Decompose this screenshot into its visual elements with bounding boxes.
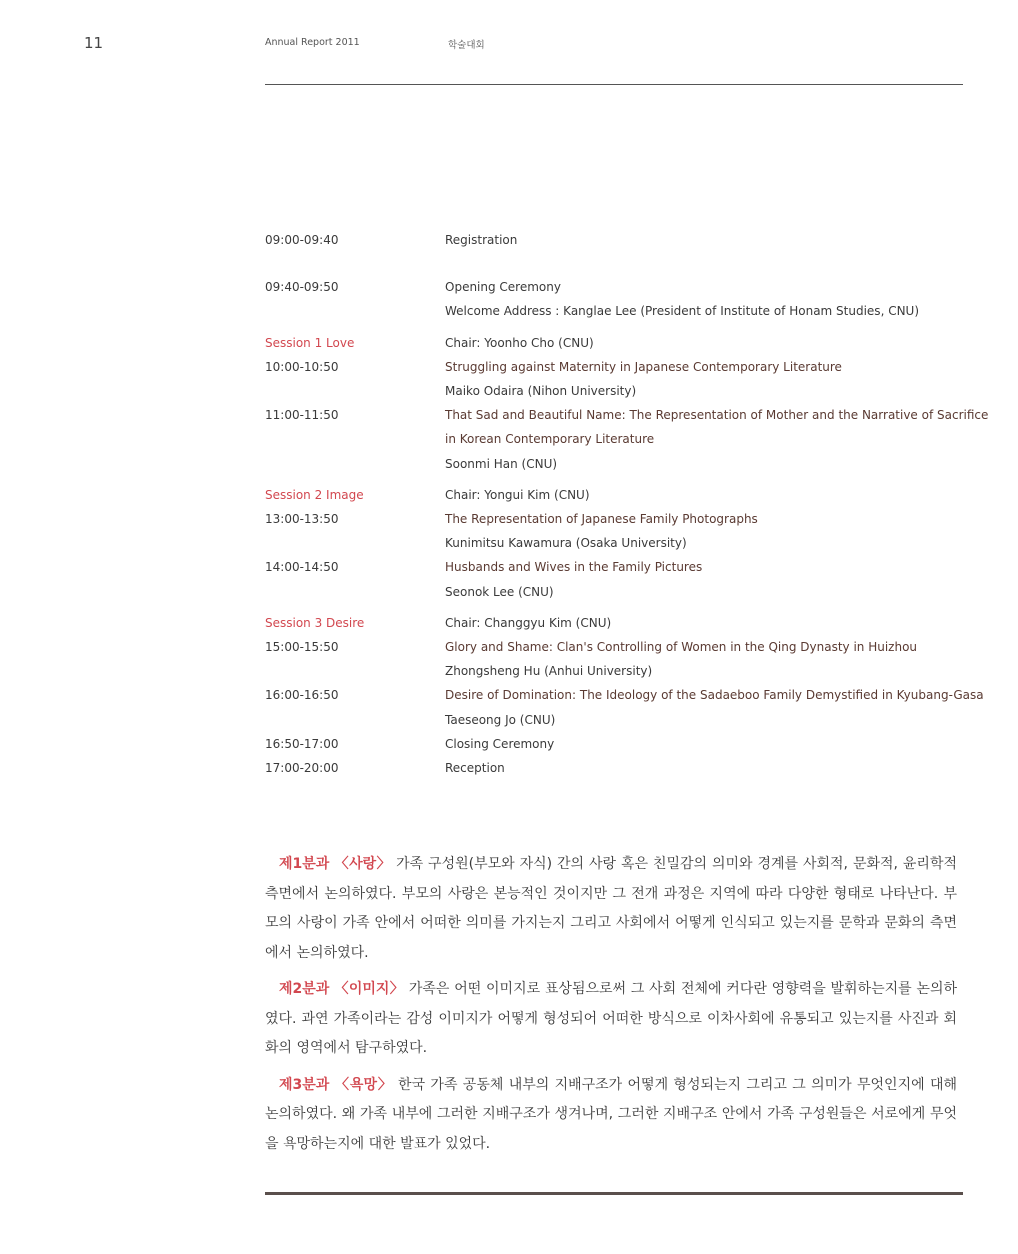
schedule-row: [265, 555, 963, 579]
header-divider: [265, 84, 963, 85]
program-schedule: [265, 228, 989, 780]
schedule-row: [265, 531, 963, 555]
paper-title-continued: in Korean Contemporary Literature: [445, 432, 655, 447]
presenter: Kunimitsu Kawamura (Osaka University): [445, 536, 687, 551]
schedule-row: [265, 732, 963, 756]
session-row: [265, 483, 963, 507]
session-label: Session 1 Love: [265, 335, 355, 350]
paper-title: Glory and Shame: Clan's Controlling of Women in the Qing Dynasty in Huizhou: [445, 640, 918, 655]
session-row: [265, 331, 963, 355]
schedule-row: [265, 427, 963, 451]
schedule-time: [265, 379, 445, 403]
schedule-desc: Reception: [445, 761, 505, 776]
page-number: 11: [84, 34, 104, 52]
schedule-desc: Welcome Address : Kanglae Lee (President of Institute of Honam Studies, CNU): [445, 304, 920, 319]
schedule-row: [265, 355, 963, 379]
schedule-time: [265, 299, 445, 323]
summary-text: 가족은 어떤 이미지로 표상됨으로써 그 사회 전체에 커다란 영향력을 발휘하는지를 논의하였다. 과연 가족이라는 감성 이미지가 어떻게 형성되어 어떠한 방식으로 이차사회에 유통되고 있는지를 사진과 회화의 영역에서 탐구하였다.: [265, 981, 958, 1056]
footer-divider: [265, 1192, 963, 1195]
schedule-row: [265, 683, 984, 707]
schedule-row: [265, 635, 963, 659]
session-row: [265, 611, 963, 635]
schedule-time: [265, 531, 445, 555]
schedule-time: 09:00-09:40: [265, 233, 339, 247]
schedule-time: [265, 580, 445, 604]
schedule-time: 16:50-17:00: [265, 736, 339, 751]
schedule-time: 10:00-10:50: [265, 359, 339, 374]
schedule-row: [265, 299, 963, 323]
schedule-time: 09:40-09:50: [265, 280, 339, 295]
schedule-row: [265, 228, 963, 252]
paper-title: Desire of Domination: The Ideology of the Sadaeboo Family Demystified in Kyubang-Gasa: [445, 688, 984, 703]
presenter: Taeseong Jo (CNU): [445, 712, 556, 727]
schedule-desc: Opening Ceremony: [445, 280, 561, 295]
presenter: Seonok Lee (CNU): [445, 584, 554, 599]
schedule-row: [265, 403, 989, 427]
schedule-time: [265, 427, 445, 451]
schedule-time: [265, 452, 445, 476]
schedule-time: [265, 708, 445, 732]
summary-text: 가족 구성원(부모와 자식) 간의 사랑 혹은 친밀감의 의미와 경계를 사회적, 문화적, 윤리학적 측면에서 논의하였다. 부모의 사랑은 본능적인 것이지만 그 전개 과정은 지역에 따라 다양한 형태로 나타난다. 부모의 사랑이 가족 안에서 어떠한 의미를 가지는지 그리고 사회에서 어떻게 인식되고 있는지를 문학과 문화의 측면에서 논의하였다.: [265, 856, 957, 961]
schedule-time: 13:00-13:50: [265, 512, 339, 527]
report-title: Annual Report 2011: [265, 37, 360, 48]
paper-title: Husbands and Wives in the Family Pictures: [445, 560, 703, 575]
schedule-row: [265, 507, 963, 531]
schedule-time: 16:00-16:50: [265, 688, 339, 703]
session-chair: Chair: Changgyu Kim (CNU): [445, 615, 612, 630]
session-summary: [265, 850, 957, 1166]
schedule-row: [265, 452, 963, 476]
schedule-row: [265, 708, 963, 732]
schedule-row: [265, 659, 963, 683]
session-chair: Chair: Yongui Kim (CNU): [445, 487, 590, 502]
schedule-row: [265, 756, 963, 780]
schedule-desc: Closing Ceremony: [445, 736, 555, 751]
summary-session-label: 제1분과 〈사랑〉: [279, 856, 392, 872]
schedule-time: 14:00-14:50: [265, 560, 339, 575]
session-chair: Chair: Yoonho Cho (CNU): [445, 335, 594, 350]
summary-paragraph: [265, 850, 957, 968]
summary-paragraph: [265, 1071, 957, 1160]
summary-paragraph: [265, 975, 957, 1064]
paper-title: Struggling against Maternity in Japanese Contemporary Literature: [445, 359, 842, 374]
summary-text: 한국 가족 공동체 내부의 지배구조가 어떻게 형성되는지 그리고 그 의미가 무엇인지에 대해 논의하였다. 왜 가족 내부에 그러한 지배구조가 생겨나며, 그러한 지배구조 안에서 가족 구성원들은 서로에게 무엇을 욕망하는지에 대한 발표가 있었다.: [265, 1076, 957, 1152]
schedule-time: 11:00-11:50: [265, 408, 339, 423]
section-name: 학술대회: [448, 40, 485, 51]
schedule-row: [265, 275, 963, 299]
summary-session-label: 제3분과 〈욕망〉: [279, 1076, 393, 1093]
schedule-time: 15:00-15:50: [265, 640, 339, 655]
session-label: Session 3 Desire: [265, 615, 365, 630]
presenter: Zhongsheng Hu (Anhui University): [445, 664, 653, 679]
presenter: Maiko Odaira (Nihon University): [445, 384, 637, 399]
paper-title: That Sad and Beautiful Name: The Representation of Mother and the Narrative of Sacrifice: [445, 408, 989, 423]
presenter: Soonmi Han (CNU): [445, 456, 558, 471]
paper-title: The Representation of Japanese Family Photographs: [445, 512, 758, 527]
schedule-time: [265, 659, 445, 683]
summary-session-label: 제2분과 〈이미지〉: [279, 981, 405, 997]
schedule-row: [265, 580, 963, 604]
schedule-desc: Registration: [445, 233, 518, 247]
session-label: Session 2 Image: [265, 487, 364, 502]
schedule-row: [265, 379, 963, 403]
schedule-time: 17:00-20:00: [265, 761, 339, 776]
